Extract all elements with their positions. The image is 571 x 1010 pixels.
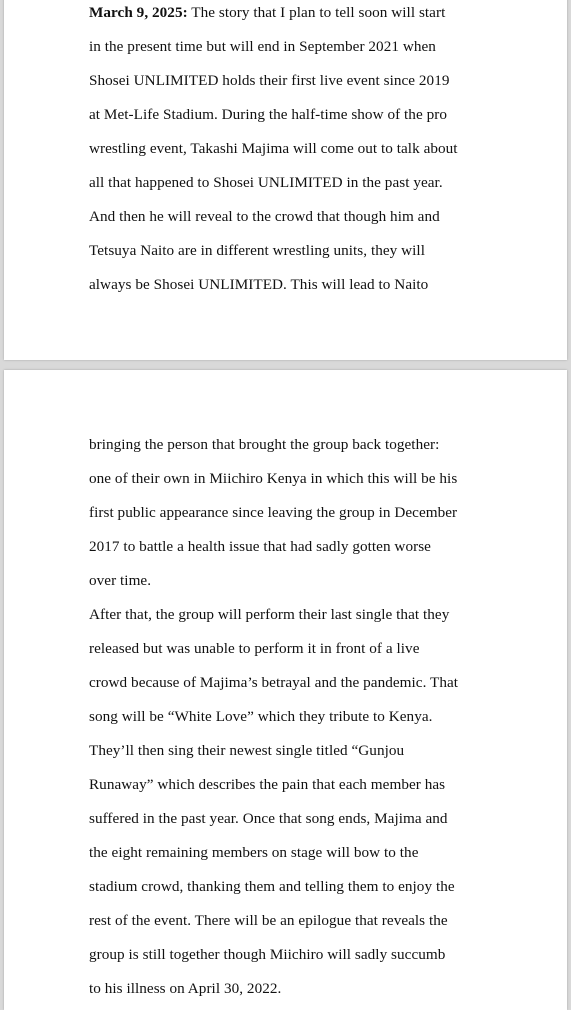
text-line: always be Shosei UNLIMITED. This will lead to Naito	[89, 276, 429, 293]
text-line: one of their own in Miichiro Kenya in which this will be his	[89, 470, 458, 487]
text-line: They’ll then sing their newest single titled “Gunjou	[89, 742, 405, 759]
text-line: song will be “White Love” which they tribute to Kenya.	[89, 708, 433, 725]
text-line: over time.	[89, 572, 152, 589]
text-line: Shosei UNLIMITED holds their first live event since 2019	[89, 72, 450, 89]
text-line: released but was unable to perform it in front of a live	[89, 640, 420, 657]
document-page-1	[4, 0, 567, 360]
text-line: rest of the event. There will be an epilogue that reveals the	[89, 912, 448, 929]
text-line: Runaway” which describes the pain that each member has	[89, 776, 446, 793]
text-line: group is still together though Miichiro will sadly succumb	[89, 946, 446, 963]
text-line: suffered in the past year. Once that song ends, Majima and	[89, 810, 448, 827]
date-label: March 9, 2025:	[89, 4, 188, 21]
text-line: at Met-Life Stadium. During the half-time show of the pro	[89, 106, 447, 123]
text-line: in the present time but will end in September 2021 when	[89, 38, 436, 55]
text-line-content: The story that I plan to tell soon will start	[187, 4, 446, 21]
text-line: all that happened to Shosei UNLIMITED in the past year.	[89, 174, 443, 191]
text-line	[89, 4, 445, 22]
text-line: crowd because of Majima’s betrayal and the pandemic. That	[89, 674, 459, 691]
text-line: bringing the person that brought the group back together:	[89, 436, 440, 453]
text-line: wrestling event, Takashi Majima will come out to talk about	[89, 140, 458, 157]
text-line: 2017 to battle a health issue that had sadly gotten worse	[89, 538, 431, 555]
text-line: stadium crowd, thanking them and telling them to enjoy the	[89, 878, 455, 895]
text-line: And then he will reveal to the crowd that though him and	[89, 208, 440, 225]
text-line: to his illness on April 30, 2022.	[89, 980, 282, 997]
document-page-2	[4, 370, 567, 1010]
text-line: After that, the group will perform their last single that they	[89, 606, 450, 623]
text-line: Tetsuya Naito are in different wrestling units, they will	[89, 242, 425, 259]
text-line: the eight remaining members on stage will bow to the	[89, 844, 419, 861]
text-line: first public appearance since leaving the group in December	[89, 504, 458, 521]
